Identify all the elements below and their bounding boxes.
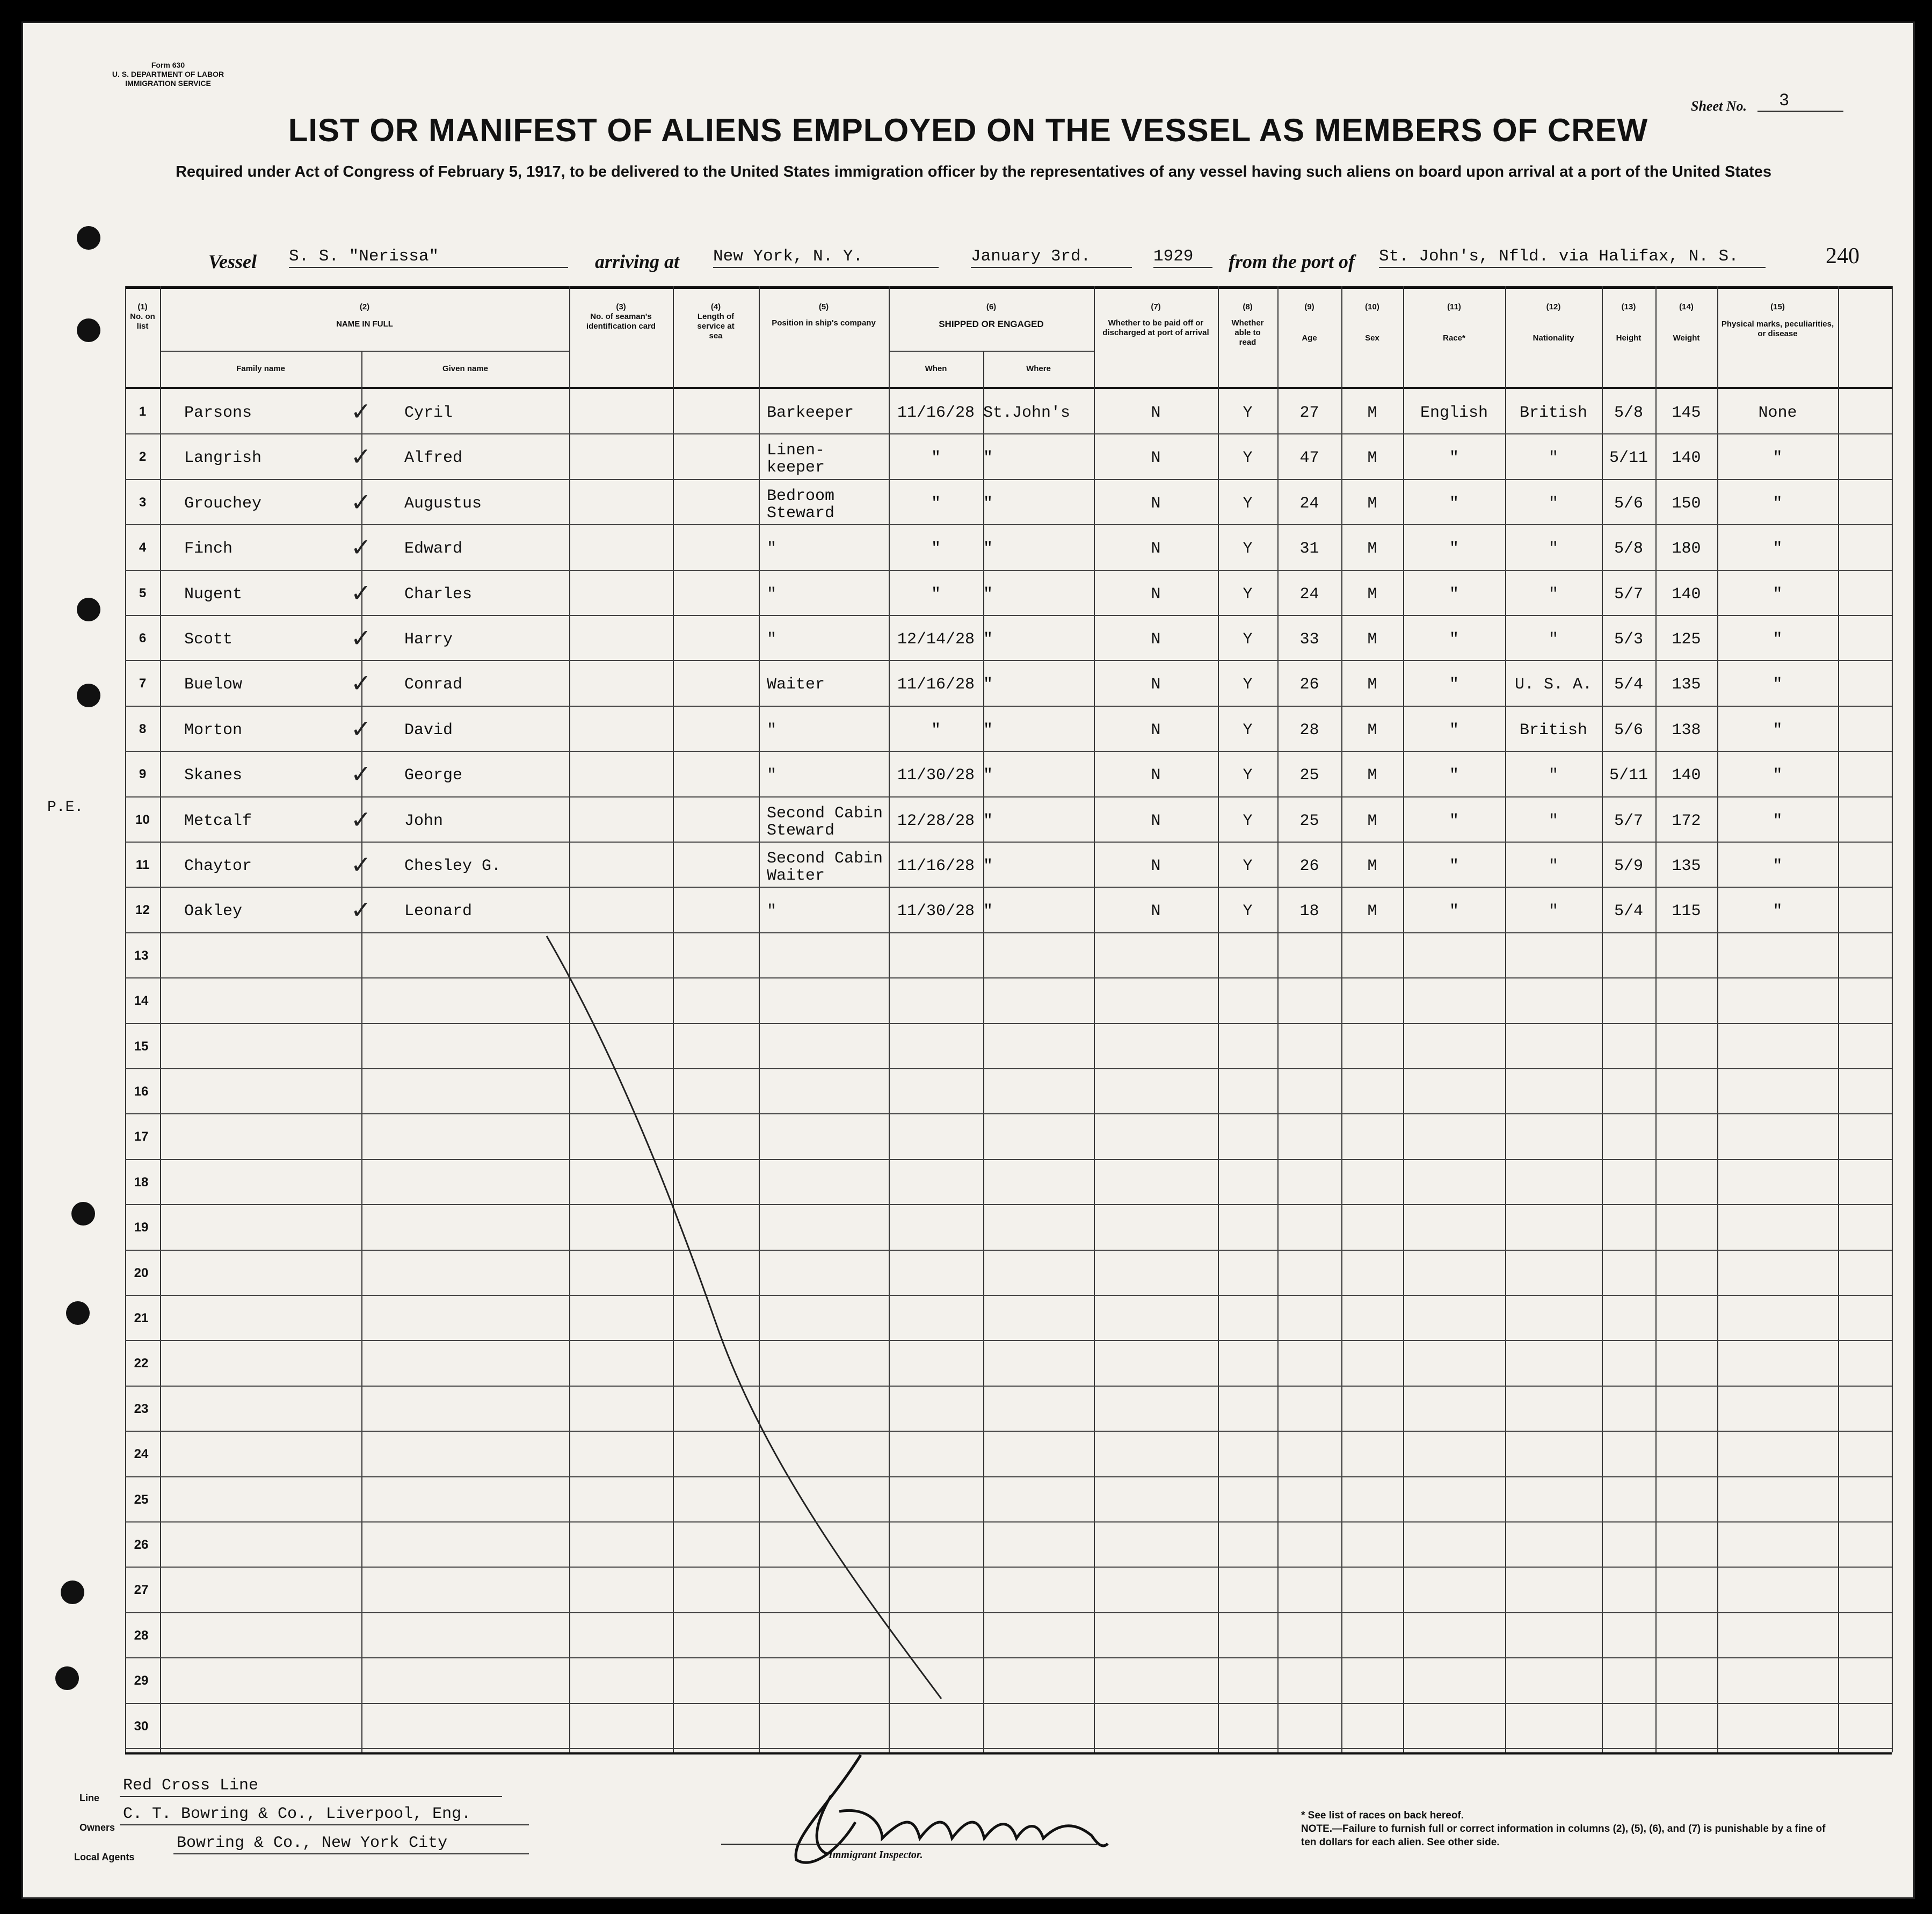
cell-nat: " <box>1548 449 1558 468</box>
cell-height: 5/8 <box>1614 404 1643 422</box>
page-title: LIST OR MANIFEST OF ALIENS EMPLOYED ON THE VESSEL AS MEMBERS OF CREW <box>288 112 1648 148</box>
cell-when: 11/30/28 <box>897 902 975 921</box>
cell-given: Leonard <box>404 902 473 921</box>
owners-label: Owners <box>79 1822 115 1833</box>
cell-weight: 138 <box>1672 721 1701 740</box>
cell-given: John <box>404 811 444 830</box>
cell-sex: M <box>1367 630 1377 649</box>
cell-read: Y <box>1243 540 1253 559</box>
col-header-family-name: Family name <box>236 364 285 373</box>
from-port: St. John's, Nfld. via Halifax, N. S. <box>1379 247 1766 268</box>
cell-paid: N <box>1151 404 1161 422</box>
cell-position: " <box>767 902 777 921</box>
empty-row-number: 24 <box>134 1447 149 1462</box>
sheet-number-value: 3 <box>1757 91 1843 112</box>
cancellation-mark <box>23 23 1913 1897</box>
cell-height: 5/9 <box>1614 857 1643 875</box>
cell-marks: None <box>1758 404 1797 422</box>
cell-position: Waiter <box>767 676 825 694</box>
cell-marks: " <box>1773 676 1783 694</box>
col-header-able-to-read: (8) Whether able to read <box>1231 302 1264 347</box>
cell-given: Chesley G. <box>404 857 502 875</box>
cell-given: Cyril <box>404 404 453 422</box>
cell-paid: N <box>1151 857 1161 875</box>
cell-age: 26 <box>1299 857 1319 875</box>
col-header-shipped: (6) SHIPPED OR ENGAGED <box>939 302 1044 329</box>
cell-given: David <box>404 721 453 740</box>
form-number: Form 630 <box>151 61 185 69</box>
cell-no: 8 <box>139 721 147 736</box>
cell-weight: 150 <box>1672 494 1701 513</box>
page-number: 240 <box>1826 244 1860 269</box>
cell-read: Y <box>1243 630 1253 649</box>
cell-when: 11/16/28 <box>897 857 975 875</box>
cell-weight: 140 <box>1672 585 1701 604</box>
cell-nat: British <box>1519 721 1588 740</box>
pe-mark: P.E. <box>47 799 84 816</box>
cell-read: Y <box>1243 766 1253 785</box>
cell-position: " <box>767 630 777 649</box>
inspector-signature-line <box>721 1844 1097 1845</box>
agents-label: Local Agents <box>74 1852 135 1862</box>
cell-when: " <box>931 540 941 559</box>
footnotes <box>1301 1809 1838 1849</box>
empty-row-number: 19 <box>134 1220 149 1235</box>
cell-race: " <box>1449 540 1459 559</box>
check-mark-icon: ✓ <box>351 714 372 743</box>
cell-family: Oakley <box>184 902 243 921</box>
cell-race: " <box>1449 857 1459 875</box>
position-line-2: Steward <box>767 504 835 523</box>
cell-where: " <box>983 449 993 468</box>
cell-nat: U. S. A. <box>1514 676 1593 694</box>
cell-where: " <box>983 585 993 604</box>
col-header-race: (11) Race* <box>1443 302 1465 343</box>
inspector-signature <box>796 1755 1108 1862</box>
cell-weight: 115 <box>1672 902 1701 921</box>
empty-row-number: 26 <box>134 1538 149 1552</box>
check-mark-icon: ✓ <box>351 624 372 653</box>
position-line-2: Steward <box>767 821 835 840</box>
cell-position: " <box>767 540 777 559</box>
cell-given: Conrad <box>404 676 463 694</box>
cell-no: 11 <box>135 858 150 872</box>
check-mark-icon: ✓ <box>351 669 372 698</box>
cell-family: Finch <box>184 540 233 559</box>
cell-read: Y <box>1243 449 1253 468</box>
cell-age: 26 <box>1299 676 1319 694</box>
cell-marks: " <box>1773 449 1783 468</box>
cell-sex: M <box>1367 404 1377 422</box>
cell-position: " <box>767 721 777 740</box>
cell-no: 5 <box>139 585 147 600</box>
cell-height: 5/4 <box>1614 676 1643 694</box>
cell-paid: N <box>1151 494 1161 513</box>
cell-race: " <box>1449 585 1459 604</box>
cell-age: 24 <box>1299 585 1319 604</box>
cell-where: " <box>983 540 993 559</box>
cell-nat: " <box>1548 585 1558 604</box>
cell-race: " <box>1449 449 1459 468</box>
cell-family: Grouchey <box>184 494 262 513</box>
cell-given: Alfred <box>404 449 463 468</box>
cell-race: " <box>1449 766 1459 785</box>
check-mark-icon: ✓ <box>351 442 372 472</box>
col-header-weight: (14) Weight <box>1673 302 1700 343</box>
cell-when: 11/30/28 <box>897 766 975 785</box>
cell-when: 11/16/28 <box>897 676 975 694</box>
empty-row-number: 23 <box>134 1401 149 1416</box>
empty-row-number: 20 <box>134 1265 149 1280</box>
cell-age: 27 <box>1299 404 1319 422</box>
line-label: Line <box>79 1793 100 1803</box>
cell-age: 25 <box>1299 811 1319 830</box>
cell-where: " <box>983 494 993 513</box>
cell-family: Nugent <box>184 585 243 604</box>
cell-position: Barkeeper <box>767 404 854 422</box>
cell-height: 5/8 <box>1614 540 1643 559</box>
cell-race: " <box>1449 676 1459 694</box>
cell-sex: M <box>1367 811 1377 830</box>
cell-weight: 135 <box>1672 676 1701 694</box>
service-name: IMMIGRATION SERVICE <box>125 79 211 88</box>
cell-paid: N <box>1151 721 1161 740</box>
cell-read: Y <box>1243 811 1253 830</box>
cell-nat: " <box>1548 857 1558 875</box>
check-mark-icon: ✓ <box>351 895 372 925</box>
cell-sex: M <box>1367 766 1377 785</box>
empty-row-number: 18 <box>134 1175 149 1190</box>
cell-marks: " <box>1773 857 1783 875</box>
cell-weight: 172 <box>1672 811 1701 830</box>
cell-given: Edward <box>404 540 463 559</box>
empty-row-number: 29 <box>134 1673 149 1688</box>
cell-position: " <box>767 585 777 604</box>
cell-age: 33 <box>1299 630 1319 649</box>
cell-when: " <box>931 721 941 740</box>
cell-weight: 140 <box>1672 449 1701 468</box>
cell-race: " <box>1449 721 1459 740</box>
cell-sex: M <box>1367 721 1377 740</box>
cell-no: 4 <box>139 540 147 555</box>
cell-sex: M <box>1367 449 1377 468</box>
cell-age: 47 <box>1299 449 1319 468</box>
agents-value: Bowring & Co., New York City <box>173 1834 529 1854</box>
empty-row-number: 17 <box>134 1129 149 1144</box>
col-header-id-card: (3) No. of seaman's identification card <box>586 302 656 331</box>
cell-when: " <box>931 494 941 513</box>
empty-row-number: 22 <box>134 1356 149 1371</box>
cell-family: Morton <box>184 721 243 740</box>
position-line-1: Linen- <box>767 441 825 460</box>
empty-row-number: 27 <box>134 1583 149 1598</box>
cell-read: Y <box>1243 857 1253 875</box>
col-header-name: (2) NAME IN FULL <box>336 302 393 329</box>
cell-race: " <box>1449 811 1459 830</box>
cell-sex: M <box>1367 857 1377 875</box>
cell-height: 5/6 <box>1614 721 1643 740</box>
cell-marks: " <box>1773 494 1783 513</box>
page-subtitle: Required under Act of Congress of February 5, 1917, to be delivered to the United States immigration officer by the representatives of any vessel having such aliens on board upon arrival at a port of the United States <box>175 163 1772 180</box>
cell-given: Augustus <box>404 494 482 513</box>
cell-weight: 125 <box>1672 630 1701 649</box>
position-line-1: Second Cabin <box>767 804 883 823</box>
arrival-date: January 3rd. <box>971 247 1132 268</box>
cell-paid: N <box>1151 811 1161 830</box>
cell-age: 24 <box>1299 494 1319 513</box>
cell-nat: " <box>1548 766 1558 785</box>
check-mark-icon: ✓ <box>351 578 372 607</box>
cell-no: 1 <box>139 404 147 419</box>
cell-sex: M <box>1367 585 1377 604</box>
empty-row-number: 13 <box>134 948 149 963</box>
check-mark-icon: ✓ <box>351 397 372 426</box>
cell-read: Y <box>1243 494 1253 513</box>
cell-given: Harry <box>404 630 453 649</box>
cell-paid: N <box>1151 676 1161 694</box>
col-header-given-name: Given name <box>442 364 489 373</box>
cell-age: 25 <box>1299 766 1319 785</box>
check-mark-icon: ✓ <box>351 487 372 517</box>
position-line-1: Bedroom <box>767 487 835 505</box>
cell-family: Langrish <box>184 449 262 468</box>
cell-when: 12/28/28 <box>897 811 975 830</box>
cell-sex: M <box>1367 494 1377 513</box>
cell-nat: " <box>1548 811 1558 830</box>
manifest-sheet <box>21 21 1915 1899</box>
cell-no: 3 <box>139 495 147 510</box>
footnote-penalty: NOTE.—Failure to furnish full or correct information in columns (2), (5), (6), and (7) is punishable by a fine of ten dollars for each alien. See other side. <box>1301 1823 1826 1848</box>
col-header-sex: (10) Sex <box>1365 302 1379 343</box>
cell-read: Y <box>1243 585 1253 604</box>
cell-when: " <box>931 585 941 604</box>
cell-family: Chaytor <box>184 857 252 875</box>
cell-paid: N <box>1151 540 1161 559</box>
cell-no: 7 <box>139 676 147 691</box>
cell-marks: " <box>1773 721 1783 740</box>
arrival-year: 1929 <box>1153 247 1212 268</box>
arriving-port: New York, N. Y. <box>713 247 939 268</box>
cell-nat: " <box>1548 630 1558 649</box>
cell-paid: N <box>1151 902 1161 921</box>
cell-marks: " <box>1773 585 1783 604</box>
cell-family: Metcalf <box>184 811 252 830</box>
empty-row-number: 21 <box>134 1311 149 1325</box>
cell-height: 5/11 <box>1609 766 1648 785</box>
cell-paid: N <box>1151 449 1161 468</box>
empty-row-number: 14 <box>134 994 149 1009</box>
cell-nat: " <box>1548 540 1558 559</box>
cell-height: 5/3 <box>1614 630 1643 649</box>
cell-family: Skanes <box>184 766 243 785</box>
cell-height: 5/4 <box>1614 902 1643 921</box>
cell-where: " <box>983 857 993 875</box>
cell-when: 12/14/28 <box>897 630 975 649</box>
cell-height: 5/11 <box>1609 449 1648 468</box>
position-line-1: Second Cabin <box>767 850 883 868</box>
cell-nat: " <box>1548 494 1558 513</box>
sheet-number-label: Sheet No. <box>1691 98 1747 114</box>
cell-where: " <box>983 766 993 785</box>
empty-row-number: 16 <box>134 1084 149 1099</box>
position-line-2: Waiter <box>767 867 825 885</box>
cell-paid: N <box>1151 766 1161 785</box>
footnote-races: * See list of races on back hereof. <box>1301 1810 1464 1821</box>
cell-sex: M <box>1367 676 1377 694</box>
cell-race: " <box>1449 902 1459 921</box>
check-mark-icon: ✓ <box>351 804 372 834</box>
check-mark-icon: ✓ <box>351 850 372 879</box>
cell-no: 10 <box>135 812 150 827</box>
vessel-label: Vessel <box>208 251 257 272</box>
cell-weight: 180 <box>1672 540 1701 559</box>
cell-weight: 135 <box>1672 857 1701 875</box>
cell-race: English <box>1420 404 1488 422</box>
cell-sex: M <box>1367 902 1377 921</box>
cell-no: 9 <box>139 767 147 782</box>
vessel-name: S. S. "Nerissa" <box>289 247 568 268</box>
cell-marks: " <box>1773 902 1783 921</box>
col-header-position: (5) Position in ship's company <box>772 302 876 328</box>
col-header-where: Where <box>1026 364 1051 373</box>
inspector-label: Immigrant Inspector. <box>829 1849 923 1861</box>
cell-paid: N <box>1151 585 1161 604</box>
cell-height: 5/7 <box>1614 585 1643 604</box>
check-mark-icon: ✓ <box>351 759 372 789</box>
col-header-height: (13) Height <box>1616 302 1642 343</box>
cell-marks: " <box>1773 540 1783 559</box>
cell-given: Charles <box>404 585 473 604</box>
col-header-when: When <box>925 364 947 373</box>
cell-family: Buelow <box>184 676 243 694</box>
cell-given: George <box>404 766 463 785</box>
cell-weight: 145 <box>1672 404 1701 422</box>
cell-where: " <box>983 630 993 649</box>
col-header-nationality: (12) Nationality <box>1532 302 1574 343</box>
cell-no: 6 <box>139 631 147 646</box>
cell-read: Y <box>1243 676 1253 694</box>
cell-where: " <box>983 676 993 694</box>
line-value: Red Cross Line <box>120 1777 502 1797</box>
position-line-2: keeper <box>767 459 825 477</box>
cell-where: " <box>983 811 993 830</box>
cell-no: 2 <box>139 450 147 465</box>
cell-no: 12 <box>135 903 150 918</box>
cell-read: Y <box>1243 902 1253 921</box>
cell-weight: 140 <box>1672 766 1701 785</box>
cell-height: 5/6 <box>1614 494 1643 513</box>
cell-age: 18 <box>1299 902 1319 921</box>
cell-paid: N <box>1151 630 1161 649</box>
cell-when: 11/16/28 <box>897 404 975 422</box>
cell-sex: M <box>1367 540 1377 559</box>
cell-age: 28 <box>1299 721 1319 740</box>
check-mark-icon: ✓ <box>351 533 372 562</box>
empty-row-number: 28 <box>134 1628 149 1643</box>
col-header-age: (9) Age <box>1302 302 1317 343</box>
empty-row-number: 15 <box>134 1039 149 1054</box>
arriving-label: arriving at <box>595 251 680 272</box>
cell-read: Y <box>1243 404 1253 422</box>
cell-height: 5/7 <box>1614 811 1643 830</box>
empty-row-number: 30 <box>134 1719 149 1734</box>
cell-nat: British <box>1519 404 1588 422</box>
col-header-paid-off: (7) Whether to be paid off or discharged at port of arrival <box>1102 302 1209 337</box>
cell-read: Y <box>1243 721 1253 740</box>
empty-row-number: 25 <box>134 1492 149 1507</box>
cell-marks: " <box>1773 811 1783 830</box>
col-header-physical-marks: (15) Physical marks, peculiarities, or disease <box>1721 302 1834 338</box>
cell-family: Parsons <box>184 404 252 422</box>
col-header-length-service: (4) Length of service at sea <box>697 302 735 340</box>
department-name: U. S. DEPARTMENT OF LABOR <box>112 70 224 78</box>
col-header-no: (1) No. on list <box>130 302 155 331</box>
cell-when: " <box>931 449 941 468</box>
from-port-label: from the port of <box>1229 251 1355 272</box>
cell-family: Scott <box>184 630 233 649</box>
cell-race: " <box>1449 630 1459 649</box>
cell-where: " <box>983 902 993 921</box>
cell-position: " <box>767 766 777 785</box>
cell-where: " <box>983 721 993 740</box>
cell-age: 31 <box>1299 540 1319 559</box>
cell-marks: " <box>1773 630 1783 649</box>
cell-marks: " <box>1773 766 1783 785</box>
cell-where: St.John's <box>983 404 1071 422</box>
cell-race: " <box>1449 494 1459 513</box>
owners-value: C. T. Bowring & Co., Liverpool, Eng. <box>120 1805 529 1825</box>
cell-nat: " <box>1548 902 1558 921</box>
